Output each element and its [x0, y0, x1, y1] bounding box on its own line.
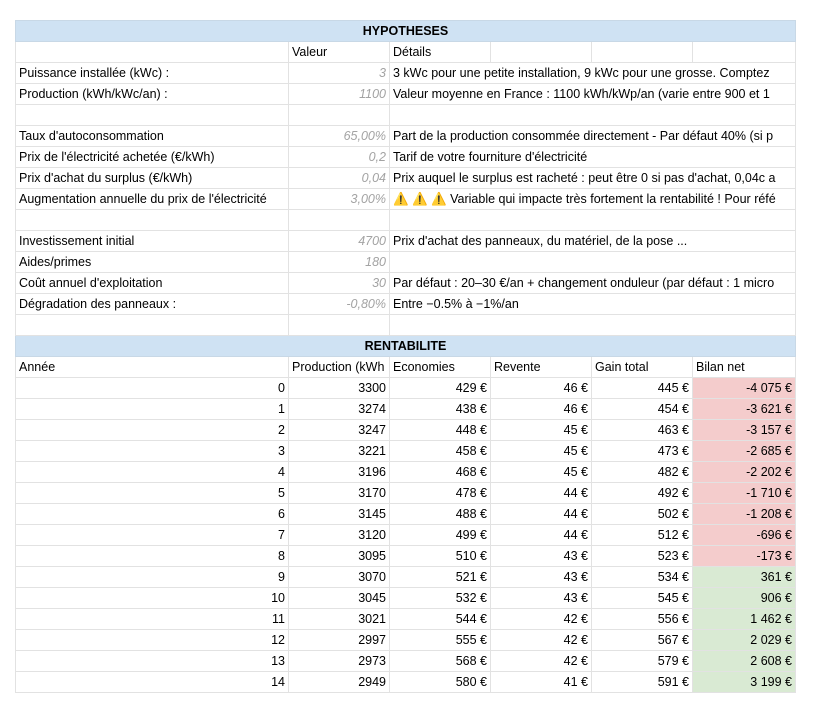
revente-cell[interactable]: 44 €	[491, 525, 592, 546]
col-header-bilan-net[interactable]: Bilan net	[693, 357, 796, 378]
hypothesis-detail[interactable]	[390, 105, 796, 126]
gain-total-cell[interactable]: 445 €	[592, 378, 693, 399]
revente-cell[interactable]: 46 €	[491, 399, 592, 420]
revente-cell[interactable]: 42 €	[491, 609, 592, 630]
revente-cell[interactable]: 42 €	[491, 630, 592, 651]
revente-cell[interactable]: 45 €	[491, 441, 592, 462]
annee-cell[interactable]: 0	[16, 378, 289, 399]
annee-cell[interactable]: 3	[16, 441, 289, 462]
hypothesis-detail[interactable]: Par défaut : 20–30 €/an + changement onduleur (par défaut : 1 micro	[390, 273, 796, 294]
annee-cell[interactable]: 7	[16, 525, 289, 546]
hypothesis-value[interactable]: 3	[289, 63, 390, 84]
hypothesis-row	[16, 126, 796, 147]
economies-cell[interactable]: 429 €	[390, 378, 491, 399]
hypothesis-detail[interactable]: Prix auquel le surplus est racheté : peut être 0 si pas d'achat, 0,04c a	[390, 168, 796, 189]
annee-cell[interactable]: 2	[16, 420, 289, 441]
gain-total-cell[interactable]: 454 €	[592, 399, 693, 420]
hypothesis-row	[16, 84, 796, 105]
hypothesis-detail[interactable]: Part de la production consommée directement - Par défaut 40% (si p	[390, 126, 796, 147]
table-row	[16, 420, 796, 441]
hypothesis-detail[interactable]: 3 kWc pour une petite installation, 9 kWc pour une grosse. Comptez	[390, 63, 796, 84]
annee-cell[interactable]: 14	[16, 672, 289, 693]
hypothesis-row	[16, 252, 796, 273]
economies-cell[interactable]: 580 €	[390, 672, 491, 693]
revente-cell[interactable]: 41 €	[491, 672, 592, 693]
cell[interactable]	[491, 42, 592, 63]
table-row	[16, 609, 796, 630]
col-header-economies[interactable]: Economies	[390, 357, 491, 378]
bilan-net-cell[interactable]: 361 €	[693, 567, 796, 588]
production-cell[interactable]: 3021	[289, 609, 390, 630]
hypothesis-detail[interactable]: Tarif de votre fourniture d'électricité	[390, 147, 796, 168]
production-cell[interactable]: 3196	[289, 462, 390, 483]
gain-total-cell[interactable]: 512 €	[592, 525, 693, 546]
hypothesis-row	[16, 315, 796, 336]
table-row	[16, 588, 796, 609]
hypothesis-row	[16, 273, 796, 294]
cell[interactable]	[693, 42, 796, 63]
revente-cell[interactable]: 43 €	[491, 588, 592, 609]
hypothesis-label[interactable]: Production (kWh/kWc/an) :	[16, 84, 289, 105]
economies-cell[interactable]: 499 €	[390, 525, 491, 546]
bilan-net-cell[interactable]: 2 029 €	[693, 630, 796, 651]
revente-cell[interactable]: 44 €	[491, 504, 592, 525]
bilan-net-cell[interactable]: -2 685 €	[693, 441, 796, 462]
revente-cell[interactable]: 45 €	[491, 462, 592, 483]
revente-cell[interactable]: 42 €	[491, 651, 592, 672]
hypothesis-row	[16, 168, 796, 189]
annee-cell[interactable]: 1	[16, 399, 289, 420]
production-cell[interactable]: 3070	[289, 567, 390, 588]
hypothesis-value[interactable]: 1100	[289, 84, 390, 105]
economies-cell[interactable]: 521 €	[390, 567, 491, 588]
economies-cell[interactable]: 478 €	[390, 483, 491, 504]
table-row	[16, 504, 796, 525]
gain-total-cell[interactable]: 534 €	[592, 567, 693, 588]
rentabilite-band-title[interactable]: RENTABILITE	[16, 336, 796, 357]
annee-cell[interactable]: 12	[16, 630, 289, 651]
cell[interactable]	[16, 42, 289, 63]
col-header-annee[interactable]: Année	[16, 357, 289, 378]
production-cell[interactable]: 3247	[289, 420, 390, 441]
production-cell[interactable]: 3045	[289, 588, 390, 609]
gain-total-cell[interactable]: 545 €	[592, 588, 693, 609]
rentabilite-section	[16, 336, 796, 693]
production-cell[interactable]: 3095	[289, 546, 390, 567]
valeur-header[interactable]: Valeur	[289, 42, 390, 63]
bilan-net-cell[interactable]: -3 621 €	[693, 399, 796, 420]
revente-cell[interactable]: 44 €	[491, 483, 592, 504]
economies-cell[interactable]: 510 €	[390, 546, 491, 567]
economies-cell[interactable]: 555 €	[390, 630, 491, 651]
hypotheses-band-title[interactable]: HYPOTHESES	[16, 21, 796, 42]
bilan-net-cell[interactable]: -1 208 €	[693, 504, 796, 525]
economies-cell[interactable]: 438 €	[390, 399, 491, 420]
hypothesis-value[interactable]: 180	[289, 252, 390, 273]
hypothesis-value[interactable]: 4700	[289, 231, 390, 252]
hypothesis-row	[16, 105, 796, 126]
production-cell[interactable]: 2973	[289, 651, 390, 672]
hypothesis-value[interactable]: 0,2	[289, 147, 390, 168]
economies-cell[interactable]: 568 €	[390, 651, 491, 672]
col-header-revente[interactable]: Revente	[491, 357, 592, 378]
gain-total-cell[interactable]: 473 €	[592, 441, 693, 462]
table-row	[16, 630, 796, 651]
hypothesis-detail[interactable]: Entre −0.5% à −1%/an	[390, 294, 796, 315]
hypothesis-label[interactable]	[16, 210, 289, 231]
hypothesis-row	[16, 210, 796, 231]
hypothesis-detail[interactable]	[390, 252, 796, 273]
details-header[interactable]: Détails	[390, 42, 491, 63]
bilan-net-cell[interactable]: 3 199 €	[693, 672, 796, 693]
production-cell[interactable]: 3300	[289, 378, 390, 399]
hypotheses-section	[16, 21, 796, 336]
bilan-net-cell[interactable]: 906 €	[693, 588, 796, 609]
economies-cell[interactable]: 488 €	[390, 504, 491, 525]
table-row	[16, 525, 796, 546]
hypothesis-row	[16, 294, 796, 315]
bilan-net-cell[interactable]: 1 462 €	[693, 609, 796, 630]
gain-total-cell[interactable]: 502 €	[592, 504, 693, 525]
hypothesis-row	[16, 147, 796, 168]
production-cell[interactable]: 3120	[289, 525, 390, 546]
economies-cell[interactable]: 448 €	[390, 420, 491, 441]
hypothesis-label[interactable]: Investissement initial	[16, 231, 289, 252]
hypothesis-detail[interactable]: Valeur moyenne en France : 1100 kWh/kWp/an (varie entre 900 et 1	[390, 84, 796, 105]
revente-cell[interactable]: 43 €	[491, 567, 592, 588]
hypothesis-value[interactable]: 3,00%	[289, 189, 390, 210]
production-cell[interactable]: 2997	[289, 630, 390, 651]
hypothesis-label[interactable]: Augmentation annuelle du prix de l'électricité	[16, 189, 289, 210]
hypothesis-detail[interactable]: ⚠️ ⚠️ ⚠️ Variable qui impacte très fortement la rentabilité ! Pour réfé	[390, 189, 796, 210]
hypothesis-detail[interactable]: Prix d'achat des panneaux, du matériel, de la pose ...	[390, 231, 796, 252]
hypothesis-value[interactable]: -0,80%	[289, 294, 390, 315]
hypothesis-value[interactable]: 0,04	[289, 168, 390, 189]
hypothesis-value[interactable]: 65,00%	[289, 126, 390, 147]
gain-total-cell[interactable]: 567 €	[592, 630, 693, 651]
cell[interactable]	[592, 42, 693, 63]
annee-cell[interactable]: 13	[16, 651, 289, 672]
annee-cell[interactable]: 9	[16, 567, 289, 588]
table-row	[16, 483, 796, 504]
hypothesis-value[interactable]	[289, 210, 390, 231]
col-header-production[interactable]: Production (kWh	[289, 357, 390, 378]
hypothesis-value[interactable]	[289, 105, 390, 126]
production-cell[interactable]: 3221	[289, 441, 390, 462]
table-row	[16, 441, 796, 462]
annee-cell[interactable]: 8	[16, 546, 289, 567]
economies-cell[interactable]: 532 €	[390, 588, 491, 609]
annee-cell[interactable]: 11	[16, 609, 289, 630]
hypothesis-label[interactable]: Coût annuel d'exploitation	[16, 273, 289, 294]
annee-cell[interactable]: 10	[16, 588, 289, 609]
revente-cell[interactable]: 43 €	[491, 546, 592, 567]
annee-cell[interactable]: 5	[16, 483, 289, 504]
bilan-net-cell[interactable]: -1 710 €	[693, 483, 796, 504]
gain-total-cell[interactable]: 492 €	[592, 483, 693, 504]
rentabilite-header-row	[16, 357, 796, 378]
table-row	[16, 546, 796, 567]
bilan-net-cell[interactable]: 2 608 €	[693, 651, 796, 672]
hypothesis-value[interactable]	[289, 315, 390, 336]
spreadsheet-grid	[15, 20, 795, 693]
bilan-net-cell[interactable]: -696 €	[693, 525, 796, 546]
table-row	[16, 399, 796, 420]
economies-cell[interactable]: 458 €	[390, 441, 491, 462]
hypothesis-label[interactable]: Taux d'autoconsommation	[16, 126, 289, 147]
col-header-gain-total[interactable]: Gain total	[592, 357, 693, 378]
bilan-net-cell[interactable]: -173 €	[693, 546, 796, 567]
gain-total-cell[interactable]: 579 €	[592, 651, 693, 672]
economies-cell[interactable]: 544 €	[390, 609, 491, 630]
production-cell[interactable]: 3145	[289, 504, 390, 525]
gain-total-cell[interactable]: 463 €	[592, 420, 693, 441]
annee-cell[interactable]: 4	[16, 462, 289, 483]
hypothesis-label[interactable]	[16, 105, 289, 126]
hypothesis-detail[interactable]	[390, 315, 796, 336]
gain-total-cell[interactable]: 523 €	[592, 546, 693, 567]
table-row	[16, 567, 796, 588]
production-cell[interactable]: 3170	[289, 483, 390, 504]
hypothesis-label[interactable]: Puissance installée (kWc) :	[16, 63, 289, 84]
hypothesis-label[interactable]: Dégradation des panneaux :	[16, 294, 289, 315]
gain-total-cell[interactable]: 591 €	[592, 672, 693, 693]
sheet-table	[15, 20, 796, 693]
revente-cell[interactable]: 46 €	[491, 378, 592, 399]
hypothesis-label[interactable]	[16, 315, 289, 336]
table-row	[16, 378, 796, 399]
table-row	[16, 651, 796, 672]
bilan-net-cell[interactable]: -3 157 €	[693, 420, 796, 441]
bilan-net-cell[interactable]: -4 075 €	[693, 378, 796, 399]
gain-total-cell[interactable]: 482 €	[592, 462, 693, 483]
economies-cell[interactable]: 468 €	[390, 462, 491, 483]
bilan-net-cell[interactable]: -2 202 €	[693, 462, 796, 483]
production-cell[interactable]: 3274	[289, 399, 390, 420]
hypothesis-row	[16, 189, 796, 210]
hypothesis-label[interactable]: Prix de l'électricité achetée (€/kWh)	[16, 147, 289, 168]
gain-total-cell[interactable]: 556 €	[592, 609, 693, 630]
table-row	[16, 462, 796, 483]
table-row	[16, 672, 796, 693]
hypothesis-label[interactable]: Aides/primes	[16, 252, 289, 273]
production-cell[interactable]: 2949	[289, 672, 390, 693]
annee-cell[interactable]: 6	[16, 504, 289, 525]
hypothesis-label[interactable]: Prix d'achat du surplus (€/kWh)	[16, 168, 289, 189]
hypothesis-row	[16, 231, 796, 252]
hypothesis-detail[interactable]	[390, 210, 796, 231]
revente-cell[interactable]: 45 €	[491, 420, 592, 441]
hypothesis-row	[16, 63, 796, 84]
hypothesis-value[interactable]: 30	[289, 273, 390, 294]
